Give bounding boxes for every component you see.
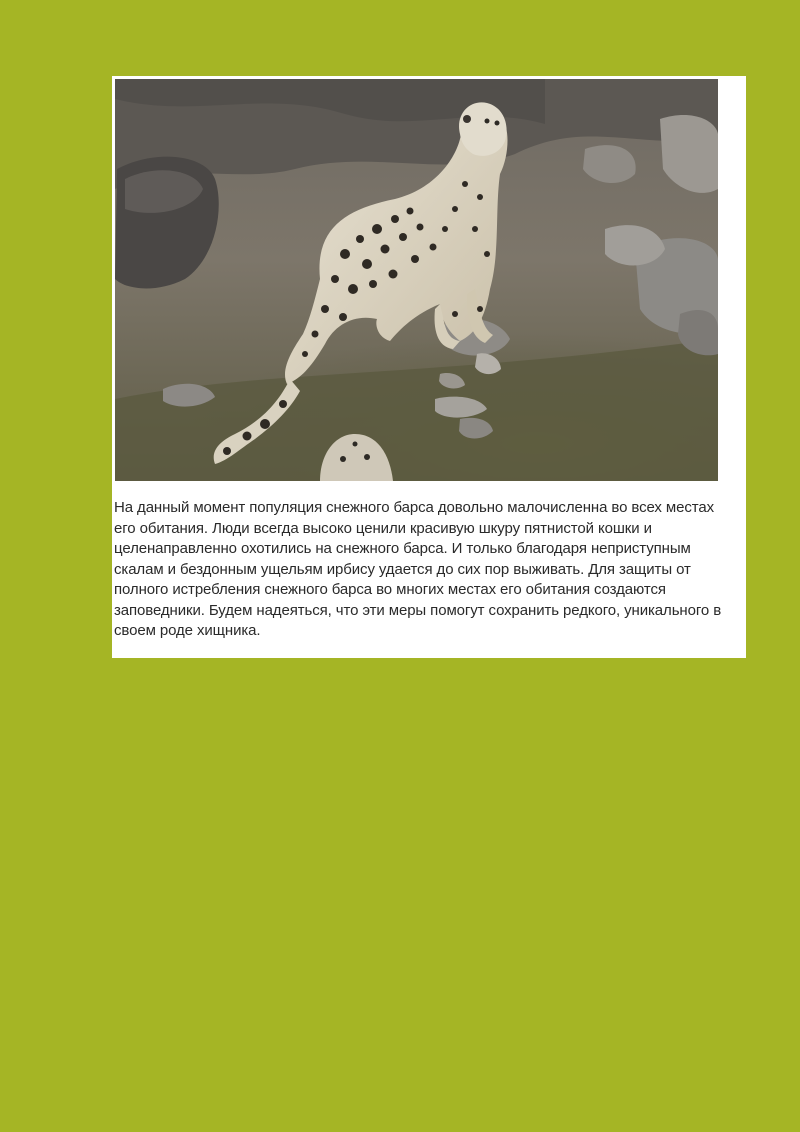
- snow-leopard-photo: [115, 79, 718, 481]
- article-paragraph: На данный момент популяция снежного барса довольно малочисленна во всех местах его обитания. Люди всегда высоко ценили красивую шкуру пятнистой кошки и целенаправленно охотились на снежного барса. И только благодаря неприступным скалам и бездонным ущельям ирбису удается до сих пор выживать. Для защиты от полного истребления снежного барса во многих местах его обитания создаются заповедники. Будем надеяться, что эти меры помогут сохранить редкого, уникального в своем роде хищника.: [114, 499, 722, 639]
- content-card: [112, 76, 746, 658]
- snow-leopard-image: [115, 79, 718, 481]
